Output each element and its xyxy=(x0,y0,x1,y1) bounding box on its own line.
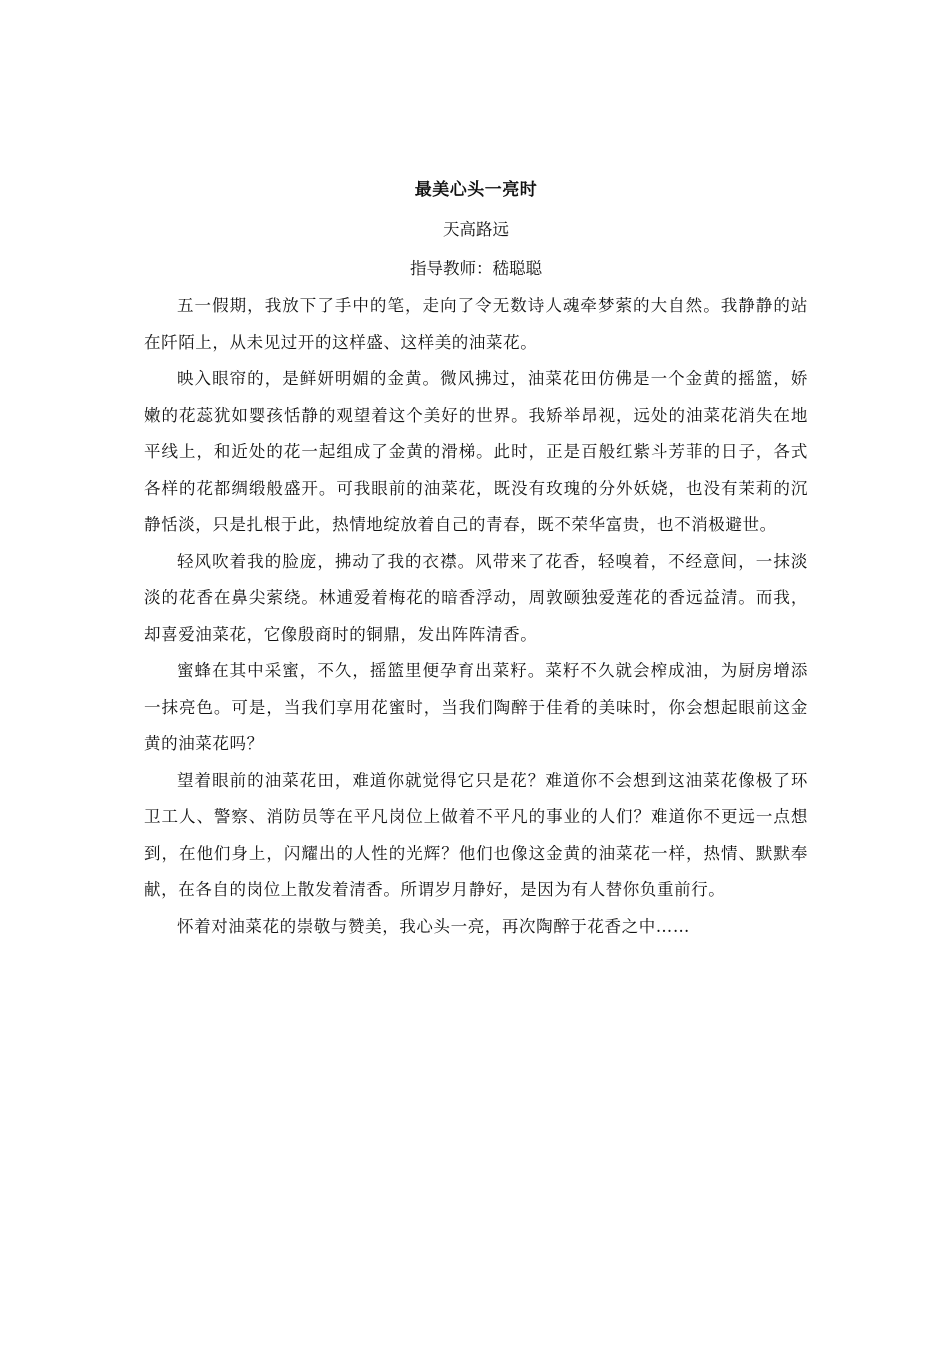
paragraph: 映入眼帘的，是鲜妍明媚的金黄。微风拂过，油菜花田仿佛是一个金黄的摇篮，娇嫩的花蕊犹如婴孩恬静的观望着这个美好的世界。我矫举昂视，远处的油菜花消失在地平线上，和近处的花一起组成了金黄的滑梯。此时，正是百般红紫斗芳菲的日子，各式各样的花都绸缎般盛开。可我眼前的油菜花，既没有玫瑰的分外妖娆，也没有茉莉的沉静恬淡，只是扎根于此，热情地绽放着自己的青春，既不荣华富贵，也不消极避世。 xyxy=(144,369,808,534)
essay-body xyxy=(144,288,808,945)
author-name: 天高路远 xyxy=(443,220,509,239)
paragraph: 望着眼前的油菜花田，难道你就觉得它只是花？难道你不会想到这油菜花像极了环卫工人、警察、消防员等在平凡岗位上做着不平凡的事业的人们？难道你不更远一点想到，在他们身上，闪耀出的人性的光辉？他们也像这金黄的油菜花一样，热情、默默奉献，在各自的岗位上散发着清香。所谓岁月静好，是因为有人替你负重前行。 xyxy=(144,770,808,899)
instructor-line: 指导教师：嵇聪聪 xyxy=(410,259,542,278)
paragraph: 蜜蜂在其中采蜜，不久，摇篮里便孕育出菜籽。菜籽不久就会榨成油，为厨房增添一抹亮色。可是，当我们享用花蜜时，当我们陶醉于佳肴的美味时，你会想起眼前这金黄的油菜花吗？ xyxy=(144,661,808,753)
paragraph: 五一假期，我放下了手中的笔，走向了令无数诗人魂牵梦萦的大自然。我静静的站在阡陌上，从未见过开的这样盛、这样美的油菜花。 xyxy=(144,296,808,352)
paragraph: 轻风吹着我的脸庞，拂动了我的衣襟。风带来了花香，轻嗅着，不经意间，一抹淡淡的花香在鼻尖萦绕。林逋爱着梅花的暗香浮动，周敦颐独爱莲花的香远益清。而我，却喜爱油菜花，它像殷商时的铜鼎，发出阵阵清香。 xyxy=(144,551,808,644)
essay-title: 最美心头一亮时 xyxy=(414,180,538,200)
document-page xyxy=(144,174,808,945)
paragraph: 怀着对油菜花的崇敬与赞美，我心头一亮，再次陶醉于花香之中…… xyxy=(177,916,690,936)
